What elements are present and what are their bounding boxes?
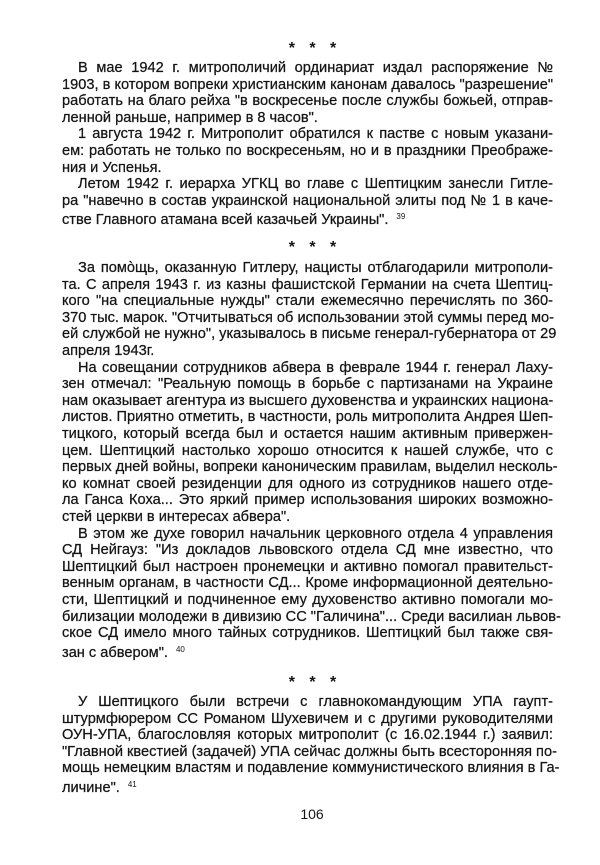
paragraph-line <box>62 777 553 794</box>
paragraph-line <box>62 409 553 426</box>
line-text: штурмфюрером СС Романом Шухевичем и с другими руководителями <box>62 710 553 727</box>
footnote-marker: 41 <box>127 780 137 789</box>
line-text: ОУН-УПА, благословляя которых митрополит (с 16.02.1944 г.) заявил: <box>62 727 553 744</box>
paragraph-line <box>62 110 553 127</box>
paragraph-line <box>62 160 553 177</box>
paragraph-line <box>62 476 553 493</box>
paragraph-line <box>62 743 557 761</box>
line-text: СД Нейгауз: "Из докладов львовского отдела СД мне известно, что <box>62 542 553 559</box>
line-text: сти, Шептицкий и подчиненное ему духовенство активно помогали мо- <box>62 592 553 608</box>
paragraph-line <box>62 77 553 94</box>
paragraph-line <box>62 509 553 526</box>
paragraph-line <box>62 492 553 509</box>
paragraph-line <box>62 711 553 728</box>
line-text: 1903, в котором вопреки христианским канонам давалось "разрешение" <box>62 76 553 93</box>
line-text: апреля 1943г. <box>62 343 155 359</box>
paragraph-line <box>62 260 553 277</box>
footnote-marker: 39 <box>396 212 406 222</box>
paragraph-line <box>62 592 553 609</box>
line-text: зен отмечал: "Реальную помощь в борьбе с партизанами на Украине <box>62 376 553 393</box>
line-text: ра "навечно в состав украинской национальной элиты под № 1 в каче- <box>62 192 553 209</box>
line-text: 1 августа 1942 г. Митрополит обратился к пастве с новым указани- <box>78 126 553 143</box>
line-text: Шептицкий был настроен пронемецки и активно помогал правительст- <box>62 558 553 575</box>
paragraph-line <box>62 310 553 327</box>
page-number: 106 <box>300 806 324 822</box>
footnote-marker: 40 <box>175 644 185 654</box>
paragraph-line <box>62 542 553 559</box>
line-text: 370 тыс. марок. "Отчитываться об использовании этой суммы перед мо- <box>62 309 555 326</box>
paragraph-line <box>62 343 553 360</box>
paragraph-line <box>62 360 553 377</box>
section-separator: * * * <box>288 40 342 57</box>
line-text: В мае 1942 г. митрополичий ординариат издал распоряжение № <box>78 60 553 76</box>
paragraph-line <box>62 559 553 576</box>
paragraph-line <box>62 459 558 476</box>
paragraph-line <box>62 393 553 410</box>
line-text: ей службой не нужно", указывалось в письме генерал-губернатора от 29 <box>62 326 557 343</box>
line-text: листов. Приятно отметить, в частности, роль митрополита Андрея Шеп- <box>62 409 553 426</box>
line-text: работать на благо рейха "в воскресенье после службы божьей, отправ- <box>62 93 553 110</box>
paragraph-line <box>62 176 553 193</box>
line-text: та. С апреля 1943 г. из казны фашистской Германии на счета Шептиц- <box>62 276 553 293</box>
line-text: За помòщь, оказанную Гитлеру, нацисты отблагодарили митрополи- <box>78 260 553 276</box>
paragraph-line <box>62 209 553 229</box>
paragraph-line <box>62 293 553 310</box>
paragraph-line <box>62 642 553 659</box>
line-text: В этом же духе говорил начальник церковного отдела 4 управления <box>78 525 553 542</box>
line-text: На совещании сотрудников абвера в феврале 1944 г. генерал Лаху- <box>78 359 553 376</box>
line-text: мощь немецким властям и подавление коммунистического влияния в Га- <box>62 760 560 777</box>
line-text: У Шептицкого были встречи с главнокомандующим УПА гаупт- <box>78 694 553 710</box>
paragraph-line <box>62 60 553 77</box>
line-text: стей церкви в интересах абвера". <box>62 509 291 525</box>
line-text: первых дней войны, вопреки каноническим правилам, выделил несколь- <box>62 459 558 476</box>
paragraph-line <box>62 93 553 110</box>
line-text: нам оказывает агентура из высшего духовенства и украинских национа- <box>62 392 554 409</box>
paragraph-line <box>62 326 557 343</box>
line-text: ния и Успенья. <box>62 159 162 176</box>
section-separator: * * * <box>288 674 342 691</box>
paragraph-line <box>62 625 553 642</box>
paragraph-line <box>62 694 553 711</box>
paragraph-line <box>62 143 553 160</box>
line-text: Летом 1942 г. иерарха УГКЦ во главе с Шептицким занесли Гитле- <box>78 176 553 193</box>
line-text: ем: работать не только по воскресеньям, но и в праздники Преображе- <box>62 143 553 159</box>
paragraph-line <box>62 608 561 626</box>
line-text: "Главной квестией (задачей) УПА сейчас должны быть всесторонняя по- <box>62 743 557 760</box>
line-text: кого "на специальные нужды" стали ежемесячно перечислять по 360- <box>62 293 553 310</box>
line-text: ское СД имело много тайных сотрудников. Шептицкий был также свя- <box>62 625 553 642</box>
paragraph-line <box>62 126 553 143</box>
paragraph-line <box>62 760 560 777</box>
line-text: ко комнат своей резиденции для одного из сотрудников нашего отде- <box>62 475 553 492</box>
paragraph-line <box>62 193 553 210</box>
line-text: ленной раньше, например в 8 часов". <box>62 109 318 126</box>
line-text: личине". <box>62 780 120 796</box>
paragraph-line <box>62 526 553 543</box>
paragraph-line <box>62 277 553 294</box>
line-text: тицкого, который всегда был и остается нашим активным привержен- <box>62 426 553 442</box>
paragraph-line <box>62 443 553 460</box>
line-text: зан с абвером". <box>62 644 168 661</box>
line-text: венным органам, в частности СД... Кроме информационной деятельно- <box>62 575 553 592</box>
line-text: ла Ганса Коха... Это яркий пример использования широких возможно- <box>62 492 553 509</box>
section-separator: * * * <box>288 239 342 256</box>
paragraph-line <box>62 426 553 443</box>
paragraph-line <box>62 727 553 744</box>
paragraph-line <box>62 376 553 393</box>
line-text: билизации молодежи в дивизию СС "Галичина"... Среди василиан львов- <box>62 608 561 625</box>
line-text: цем. Шептицкий настолько хорошо относится к нашей службе, что с <box>62 442 553 459</box>
line-text: стве Главного атамана всей казачьей Украины". <box>62 212 389 229</box>
paragraph-line <box>62 575 553 592</box>
